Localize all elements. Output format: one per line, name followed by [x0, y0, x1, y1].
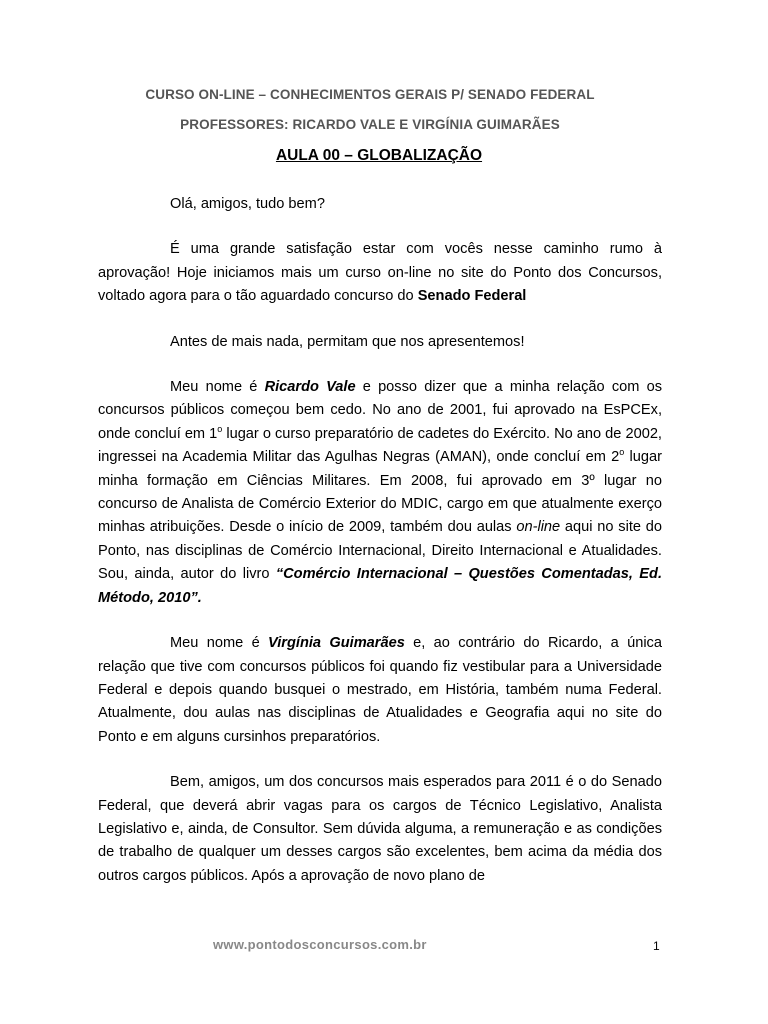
professors-header: PROFESSORES: RICARDO VALE E VIRGÍNIA GUIMARÃES — [180, 117, 560, 132]
virginia-text-a: Meu nome é — [170, 635, 269, 652]
ricardo-text-e: aqui no site do Ponto, nas disciplinas de Comércio Internacional, Direito Internacional e Atualidades. Sou, ainda, autor do livro — [98, 519, 662, 583]
presentation-paragraph: Antes de mais nada, permitam que nos apresentemos! — [170, 333, 525, 350]
ricardo-text-c: lugar o curso preparatório de cadetes do Exército. No ano de 2002, ingressei na Academia Militar das Agulhas Negras (AMAN), onde concluí em 2 — [98, 425, 662, 466]
page-number: 1 — [653, 939, 660, 953]
ricardo-text-b: e posso dizer que a minha relação com os concursos públicos começou bem cedo. No ano de 2001, fui aprovado na EsPCEx, onde concluí em 1 — [98, 379, 662, 442]
senado-paragraph: Bem, amigos, um dos concursos mais esperados para 2011 é o do Senado Federal, que deverá abrir vagas para os cargos de Técnico Legislativo, Analista Legislativo e, ainda, de Consultor. Sem dúvida alguma, a remuneração e as condições de trabalho de qualquer um desses cargos são excelentes, bem acima da média dos outros cargos públicos. Após a aprovação de novo plano de — [98, 774, 662, 884]
ordinal-sup-1: o — [217, 423, 223, 434]
document-body — [98, 193, 662, 910]
ricardo-name: Ricardo Vale — [264, 379, 356, 396]
ricardo-text-d: lugar minha formação em Ciências Militares. Em 2008, fui aprovado em 3º lugar no concurso de Analista de Comércio Exterior do MDIC, cargo em que atualmente exerço minhas atribuições. Desde o início de 2009, também dou aulas — [98, 449, 662, 536]
senado-federal-bold: Senado Federal — [417, 288, 527, 305]
virginia-paragraph — [98, 632, 662, 749]
online-italic: on-line — [516, 519, 561, 536]
virginia-name: Virgínia Guimarães — [268, 635, 405, 652]
lesson-title: AULA 00 – GLOBALIZAÇÃO — [275, 147, 483, 164]
ricardo-text-a: Meu nome é — [170, 379, 265, 396]
virginia-text-b: e, ao contrário do Ricardo, a única relação que tive com concursos públicos foi quando fiz vestibular para a Universidade Federal e depois quando busquei o mestrado, em História, também numa Federal. Atualmente, dou aulas nas disciplinas de Atualidades e Geografia aqui no site do Ponto e em alguns cursinhos preparatórios. — [98, 635, 662, 745]
course-header: CURSO ON-LINE – CONHECIMENTOS GERAIS P/ SENADO FEDERAL — [145, 87, 595, 102]
book-title: “Comércio Internacional – Questões Comentadas, Ed. Método, 2010”. — [98, 566, 663, 606]
intro-text: É uma grande satisfação estar com vocês nesse caminho rumo à aprovação! Hoje iniciamos mais um curso on-line no site do Ponto dos Concursos, voltado agora para o tão aguardado concurso do — [98, 241, 662, 305]
ricardo-paragraph — [98, 376, 662, 610]
intro-paragraph — [98, 238, 662, 308]
ordinal-sup-2: o — [619, 447, 625, 458]
greeting-paragraph: Olá, amigos, tudo bem? — [170, 196, 325, 212]
footer-url: www.pontodosconcursos.com.br — [213, 937, 427, 952]
